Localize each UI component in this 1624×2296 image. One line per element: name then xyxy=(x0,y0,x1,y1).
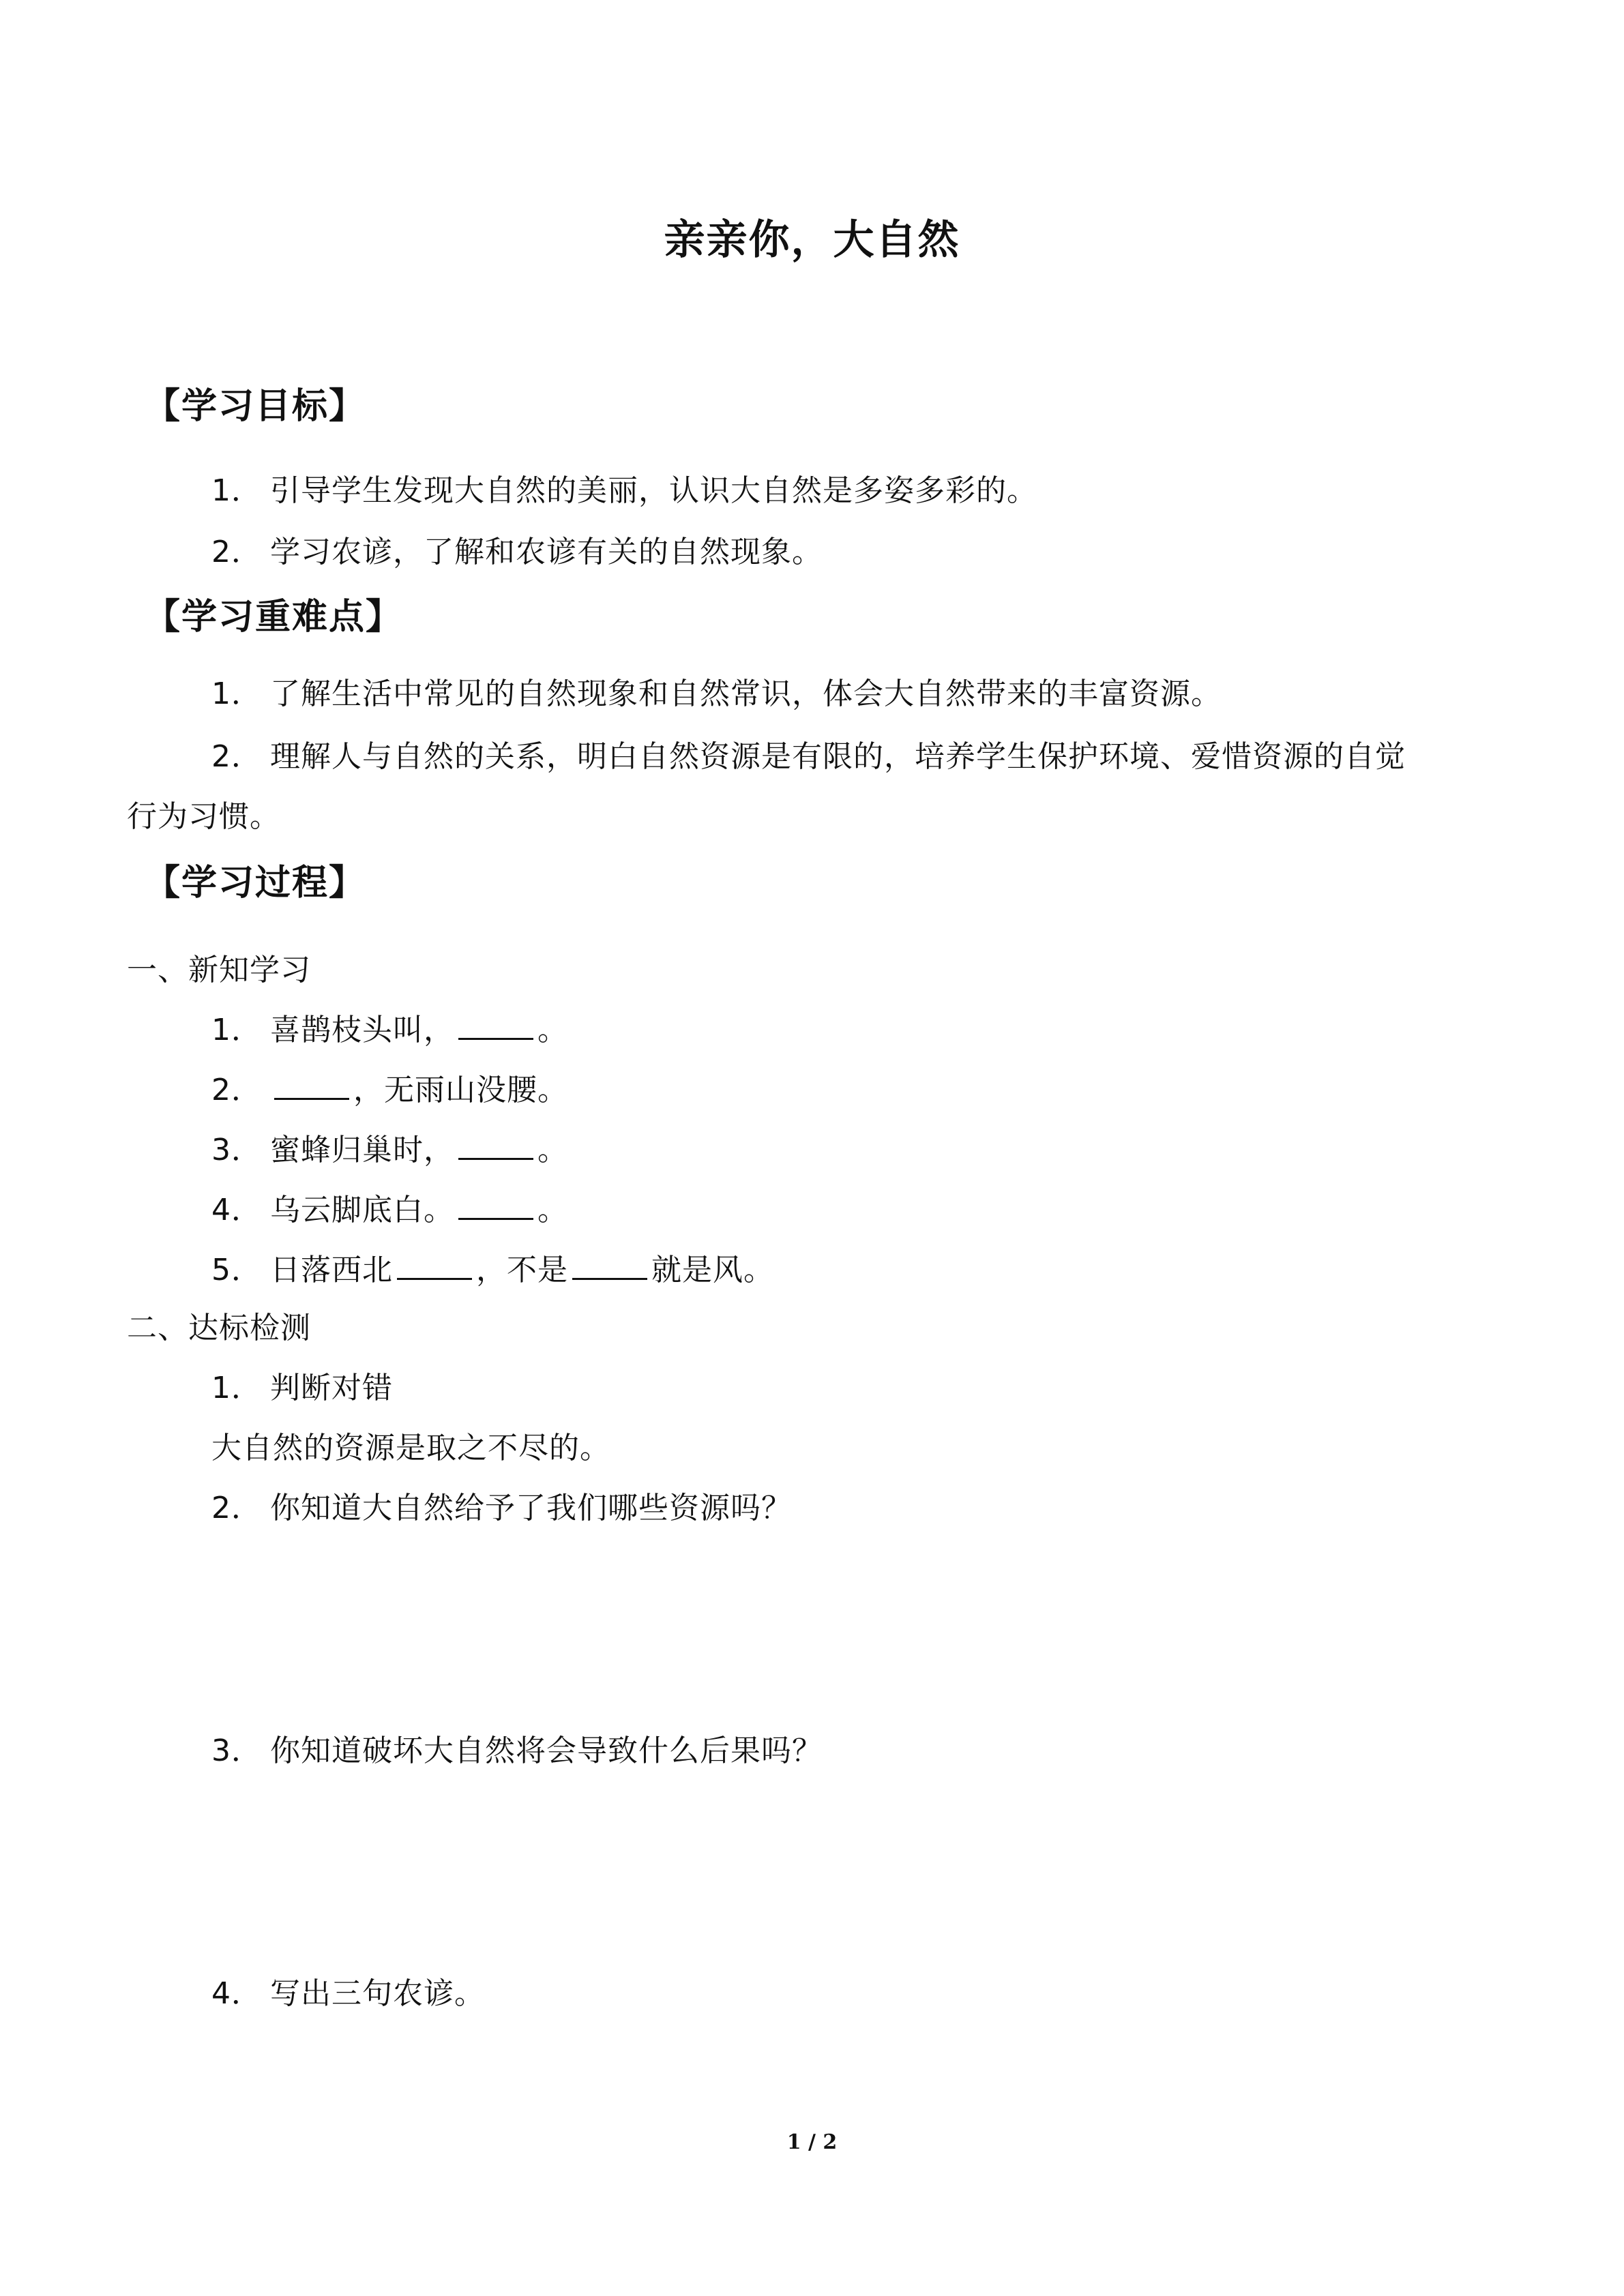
question-text: 判断对错 xyxy=(270,1371,393,1405)
page-number: 1 / 2 xyxy=(786,2130,838,2154)
key-point-number: 1． xyxy=(211,676,262,711)
item-text-before: 日落西北 xyxy=(270,1253,393,1287)
process-heading: 【学习过程】 xyxy=(145,863,366,904)
objective-item xyxy=(211,471,1037,511)
item-number: 3． xyxy=(211,1133,262,1167)
item-text-before: 乌云脚底白。 xyxy=(270,1193,454,1227)
key-point-item xyxy=(211,674,1222,715)
item-text-middle: ，不是 xyxy=(476,1253,568,1287)
question-text: 你知道大自然给予了我们哪些资源吗？ xyxy=(270,1491,792,1525)
item-number: 1． xyxy=(211,1013,262,1047)
fill-blank-item xyxy=(211,1248,774,1291)
answer-blank[interactable] xyxy=(458,1188,533,1220)
item-text-before: 喜鹊枝头叫， xyxy=(270,1013,454,1047)
item-text-after: 。 xyxy=(537,1013,568,1047)
question-item xyxy=(211,1973,485,2014)
answer-blank[interactable] xyxy=(458,1008,533,1040)
key-point-text: 理解人与自然的关系，明白自然资源是有限的，培养学生保护环境、爱惜资源的自觉 xyxy=(270,739,1406,774)
fill-blank-item xyxy=(211,1068,568,1111)
answer-blank[interactable] xyxy=(572,1248,647,1280)
key-point-number: 2． xyxy=(211,739,262,774)
answer-blank[interactable] xyxy=(458,1128,533,1160)
part1-heading: 一、新知学习 xyxy=(127,953,311,987)
answer-blank[interactable] xyxy=(397,1248,472,1280)
key-point-continuation: 行为习惯。 xyxy=(127,799,280,834)
item-text-before: 蜜蜂归巢时， xyxy=(270,1133,454,1167)
question-number: 1． xyxy=(211,1371,262,1405)
true-false-statement: 大自然的资源是取之不尽的。 xyxy=(211,1431,610,1465)
key-point-text: 了解生活中常见的自然现象和自然常识，体会大自然带来的丰富资源。 xyxy=(270,676,1222,711)
item-text-after: 。 xyxy=(537,1193,568,1227)
question-text: 写出三句农谚。 xyxy=(270,1976,485,2011)
question-number: 3． xyxy=(211,1733,262,1768)
item-text-after: ，无雨山没腰。 xyxy=(353,1073,568,1107)
fill-blank-item xyxy=(211,1188,568,1231)
fill-blank-item xyxy=(211,1008,568,1051)
question-number: 4． xyxy=(211,1976,262,2011)
key-points-heading: 【学习重难点】 xyxy=(145,597,403,638)
objective-number: 1． xyxy=(211,473,262,508)
answer-blank[interactable] xyxy=(274,1068,349,1100)
part2-heading: 二、达标检测 xyxy=(127,1311,311,1345)
question-item xyxy=(211,1368,393,1409)
page-title: 亲亲你，大自然 xyxy=(664,216,960,264)
objectives-heading: 【学习目标】 xyxy=(145,386,366,427)
question-item xyxy=(211,1488,792,1529)
item-text-after: 就是风。 xyxy=(651,1253,774,1287)
objective-number: 2． xyxy=(211,535,262,569)
item-number: 2． xyxy=(211,1073,262,1107)
objective-text: 学习农谚，了解和农谚有关的自然现象。 xyxy=(270,535,823,569)
question-number: 2． xyxy=(211,1491,262,1525)
question-text: 你知道破坏大自然将会导致什么后果吗？ xyxy=(270,1733,823,1768)
item-number: 5． xyxy=(211,1253,262,1287)
item-text-after: 。 xyxy=(537,1133,568,1167)
fill-blank-item xyxy=(211,1128,568,1171)
objective-item xyxy=(211,532,823,573)
key-point-item xyxy=(211,736,1406,777)
objective-text: 引导学生发现大自然的美丽，认识大自然是多姿多彩的。 xyxy=(270,473,1037,508)
question-item xyxy=(211,1731,823,1772)
item-number: 4． xyxy=(211,1193,262,1227)
